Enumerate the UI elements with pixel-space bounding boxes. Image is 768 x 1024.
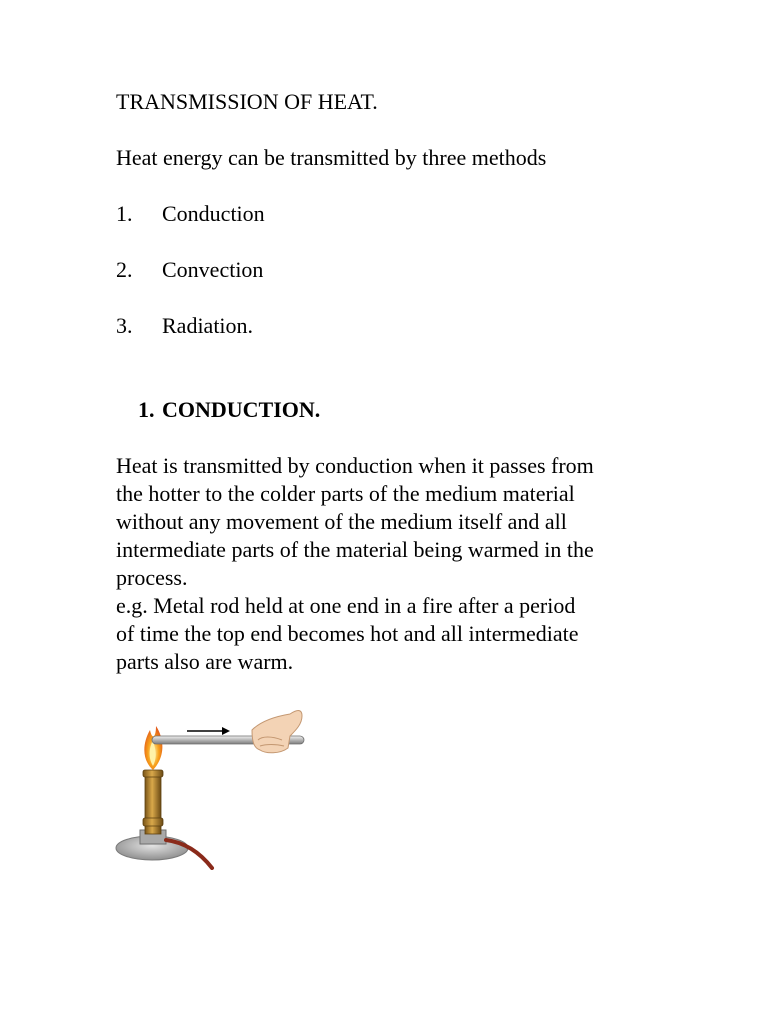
conduction-illustration [112,700,322,870]
arrow-right-icon [187,727,230,735]
paragraph-line: the hotter to the colder parts of the medium material [116,481,575,506]
paragraph-line: process. [116,565,188,590]
method-list-item [116,200,265,228]
section-heading [138,396,320,424]
intro-text: Heat energy can be transmitted by three methods [116,145,547,170]
paragraph-line: intermediate parts of the material being warmed in the [116,537,594,562]
paragraph-line: parts also are warm. [116,649,294,674]
section-title: CONDUCTION. [162,397,321,422]
paragraph-line: e.g. Metal rod held at one end in a fire after a period [116,593,576,618]
method-list-item [116,256,263,284]
bunsen-burner-icon [116,770,188,860]
flame-icon [144,726,162,770]
method-label: Convection [162,257,264,282]
method-number: 1. [116,201,133,226]
hand-icon [252,711,302,753]
method-number: 3. [116,313,133,338]
conduction-paragraph [116,452,696,676]
section-number: 1. [138,397,155,422]
paragraph-line: of time the top end becomes hot and all intermediate [116,621,579,646]
page-title: TRANSMISSION OF HEAT. [116,89,378,114]
paragraph-line: Heat is transmitted by conduction when it passes from [116,453,594,478]
method-label: Radiation. [162,313,254,338]
paragraph-line: without any movement of the medium itself and all [116,509,567,534]
method-number: 2. [116,257,133,282]
method-label: Conduction [162,201,265,226]
method-list-item [116,312,253,340]
